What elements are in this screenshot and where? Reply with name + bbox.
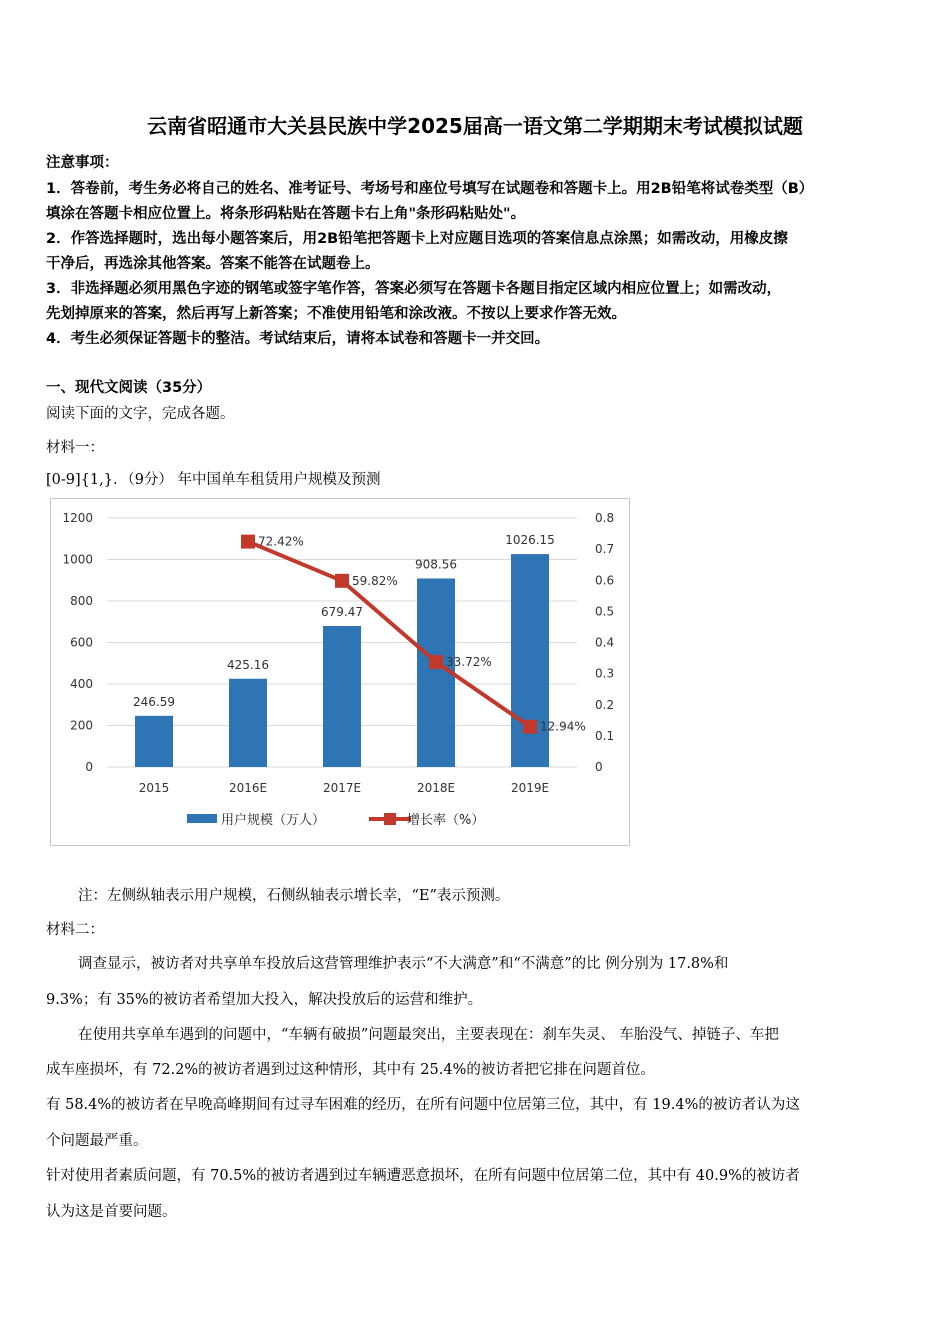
notice-line: 先划掉原来的答案，然后再写上新答案；不准使用铅笔和涂改液。不按以上要求作答无效。 [46,306,626,322]
growth-point [241,535,255,549]
right-tick-label: 0.5 [595,604,615,619]
material1-label: 材料一： [46,440,104,456]
left-tick-label: 600 [70,635,93,650]
right-tick-label: 0 [595,760,603,774]
paragraph: 有 58.4%的被访者在早晚高峰期间有过寻车困难的经历，在所有问题中位居第三位，其中，有 19.4%的被访者认为这 [46,1097,800,1113]
x-tick-label: 2018E [416,781,456,795]
bar [323,626,361,767]
bar [511,554,549,767]
paragraph: 在使用共享单车遇到的问题中，“车辆有破损”问题最突出，主要表现在：刹车失灵、 车胎没气、掉链子、车把 [78,1027,779,1043]
paragraph: 个问题最严重。 [46,1133,148,1149]
bar-data-label: 908.56 [415,557,457,572]
paragraph: 9.3%；有 35%的被访者希望加大投入，解决投放后的运营和维护。 [46,992,483,1008]
bar [135,716,173,767]
bar-data-label: 679.47 [321,605,363,620]
page-title: 云南省昭通市大关县民族中学2025届高一语文第二学期期末考试模拟试题 [147,114,803,138]
x-tick-label: 2017E [322,781,362,795]
paragraph: 调查显示，被访者对共享单车投放后这营管理维护表示“不大满意”和“不满意”的比 例分别为 17.8%和 [78,956,729,972]
chart-note: 注：左侧纵轴表示用户规模，石侧纵轴表示增长幸，“E”表示预测。 [78,888,510,904]
legend-bar-swatch [187,814,217,823]
x-tick-label: 2019E [510,781,550,795]
growth-point [429,655,443,669]
growth-data-label: 59.82% [352,573,398,588]
bar-data-label: 425.16 [227,657,269,672]
right-tick-label: 0.6 [595,573,615,588]
notice-line: 4．考生必须保证答题卡的整洁。考试结束后，请将本试卷和答题卡一并交回。 [46,331,550,347]
bar-data-label: 1026.15 [505,533,555,548]
right-tick-label: 0.1 [595,728,615,743]
right-tick-label: 0.7 [595,542,615,557]
legend-line-label: 增长率（%） [407,813,485,828]
left-tick-label: 1200 [62,511,93,525]
notice-line: 3．非选择题必须用黑色字迹的钢笔或签字笔作答，答案必须写在答题卡各题目指定区域内相应位置上；如需改动， [46,281,782,297]
chart [50,498,630,846]
material2-label: 材料二： [46,922,104,938]
x-tick-label: 2015 [138,781,170,795]
question-line: [0-9]{1,}．（9分） 年中国单车租赁用户规模及预测 [46,472,381,488]
notice-line: 干净后，再选涂其他答案。答案不能答在试题卷上。 [46,256,380,272]
left-tick-label: 0 [85,760,93,774]
right-tick-label: 0.3 [595,666,615,681]
left-tick-label: 1000 [62,552,93,567]
paragraph: 针对使用者素质问题，有 70.5%的被访者遇到过车辆遭恶意损坏，在所有问题中位居第二位，其中有 40.9%的被访者 [46,1168,800,1184]
growth-point [335,574,349,588]
instruction: 阅读下面的文字，完成各题。 [46,406,235,422]
right-tick-label: 0.2 [595,697,615,712]
notice-line: 填涂在答题卡相应位置上。将条形码粘贴在答题卡右上角"条形码粘贴处"。 [46,206,526,222]
growth-point [523,720,537,734]
growth-line [248,542,530,727]
left-tick-label: 400 [70,677,93,691]
growth-data-label: 33.72% [446,655,492,670]
paragraph: 认为这是首要问题。 [46,1204,177,1220]
notice-line: 2．作答选择题时，选出每小题答案后，用2B铅笔把答题卡上对应题目选项的答案信息点涂黑；如需改动，用橡皮擦 [46,231,788,247]
right-tick-label: 0.4 [595,635,615,650]
bar-data-label: 246.59 [133,694,175,709]
legend-line-marker [384,813,396,825]
notice-heading: 注意事项： [46,155,119,171]
growth-data-label: 72.42% [258,534,304,549]
legend-bar-label: 用户规模（万人） [221,813,326,828]
growth-data-label: 12.94% [540,719,586,734]
paragraph: 成车座损坏，有 72.2%的被访者遇到过这种情形，其中有 25.4%的被访者把它排在问题首位。 [46,1062,655,1078]
right-tick-label: 0.8 [595,511,615,525]
notice-line: 1．答卷前，考生务必将自己的姓名、准考证号、考场号和座位号填写在试题卷和答题卡上。用2B铅笔将试卷类型（B） [46,181,814,197]
bar [229,679,267,767]
left-tick-label: 200 [70,718,93,733]
left-tick-label: 800 [70,594,93,608]
chart-svg [51,499,629,845]
x-tick-label: 2016E [228,781,268,795]
section-heading: 一、现代文阅读（35分） [46,380,212,396]
